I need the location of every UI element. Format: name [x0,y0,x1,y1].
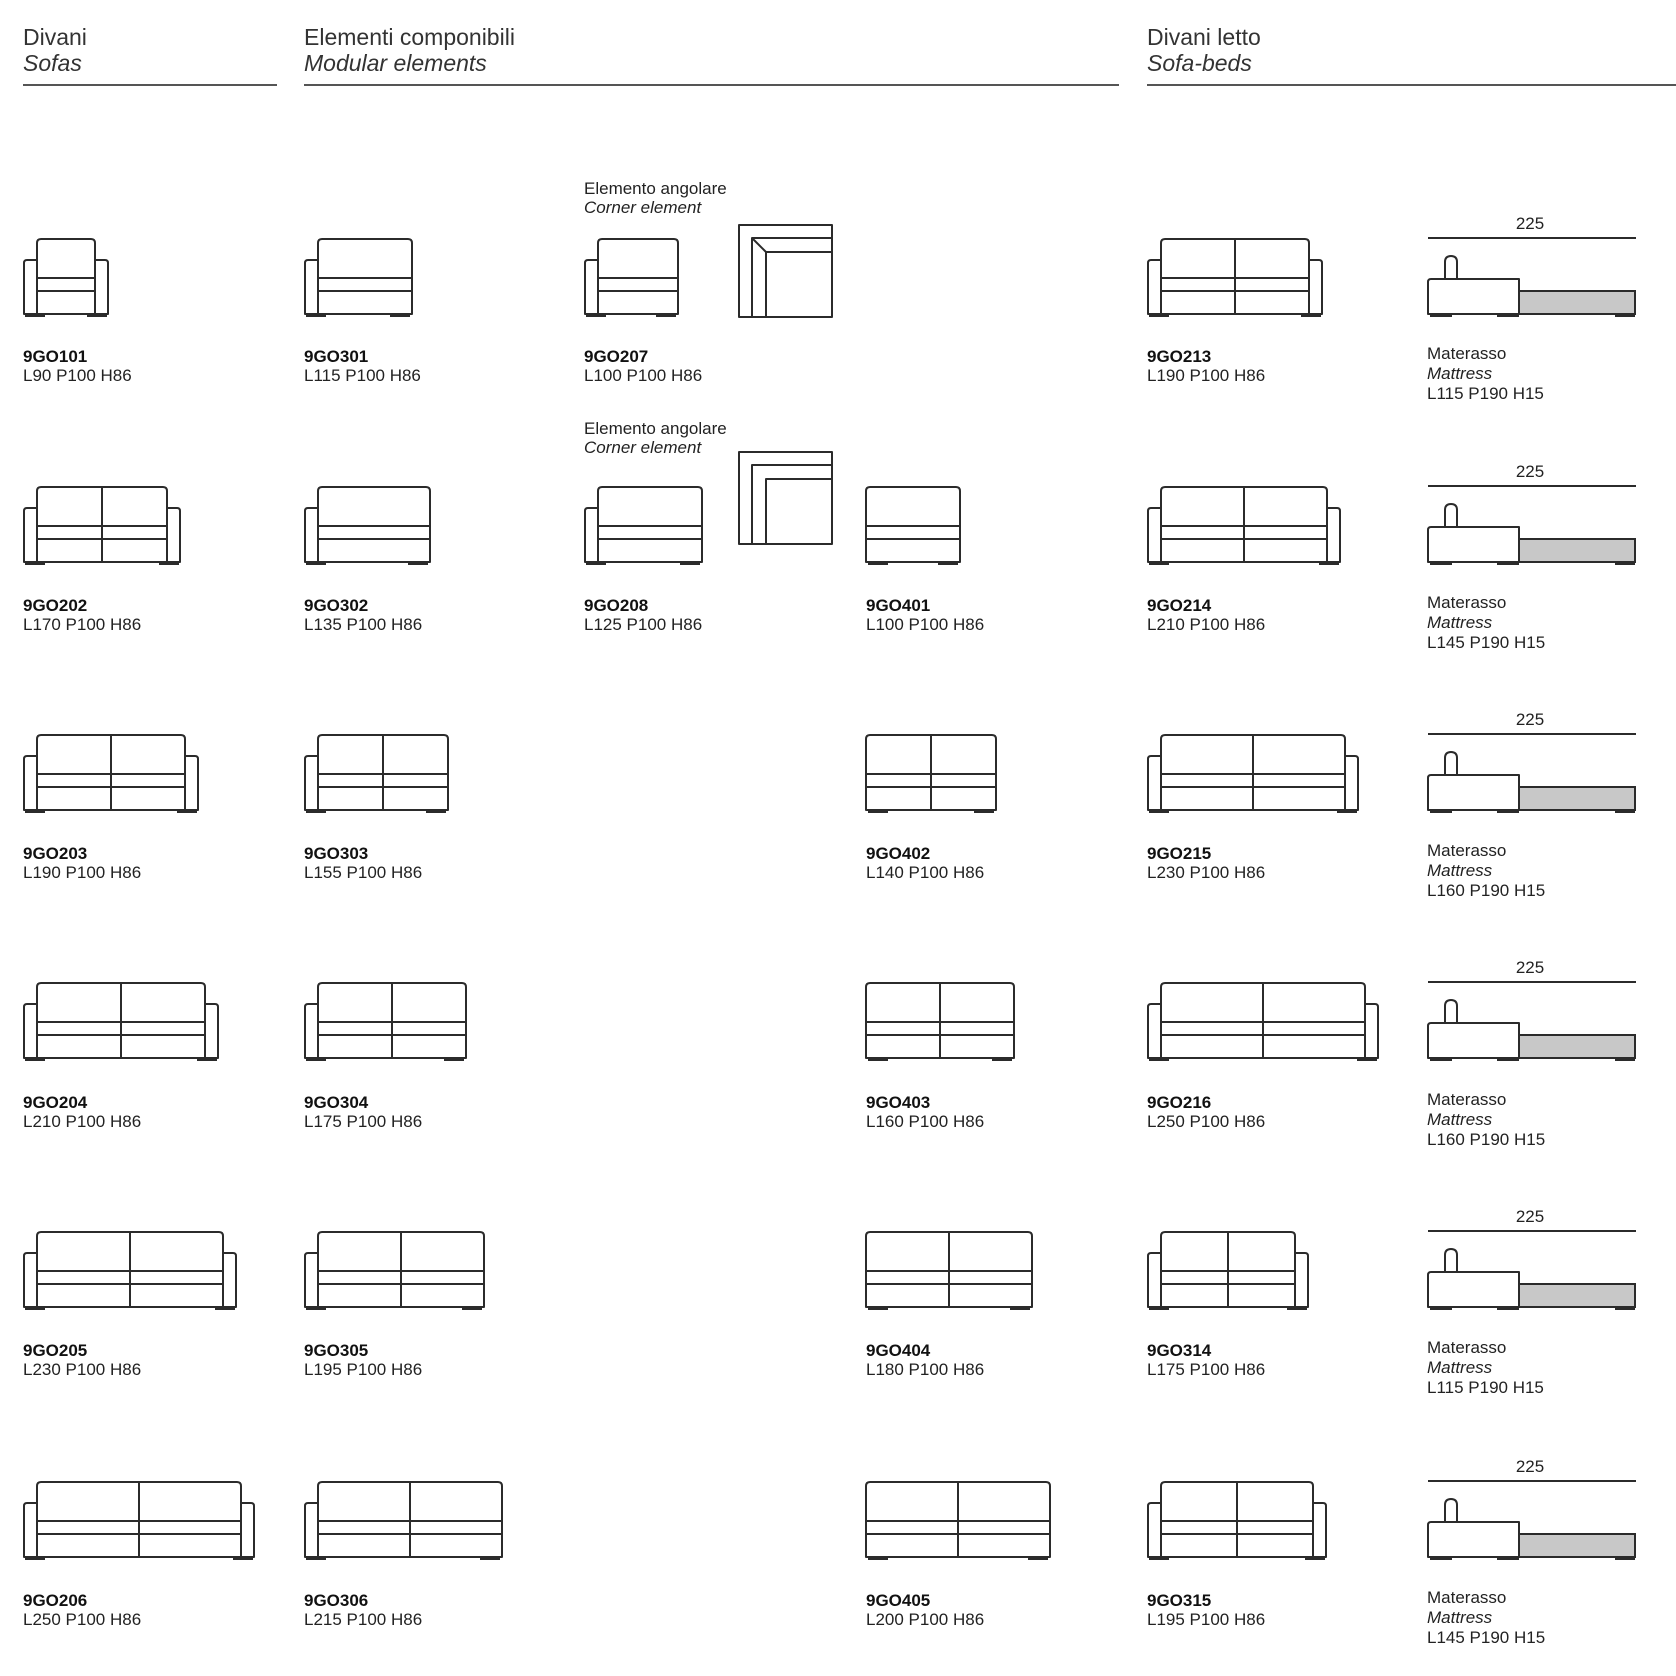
module-9GO305-drawing [304,1229,484,1315]
module-9GO303-drawing [304,732,448,818]
corner-9GO208 [584,484,702,570]
corner-9GO207-dims: L100 P100 H86 [584,366,703,385]
mattress-label-en: Mattress [1427,613,1493,632]
sofabed-9GO216-drawing [1147,980,1379,1066]
mattress-info [1427,344,1544,404]
sofabed-9GO213 [1147,236,1323,322]
section-title-it: Divani letto [1147,24,1261,50]
section-divider [1147,84,1676,86]
module-9GO403-drawing [866,980,1014,1066]
mattress-info [1427,841,1545,901]
corner-caption-it: Elemento angolare [584,179,727,198]
dimension-225-label: 225 [1515,214,1545,233]
sofa-9GO203-code: 9GO203 [23,844,88,863]
module-9GO302-code: 9GO302 [304,596,369,615]
sofabed-9GO214 [1147,484,1341,570]
module-9GO401-code: 9GO401 [866,596,931,615]
corner-caption-en: Corner element [584,438,702,457]
dimension-225-label: 225 [1515,1457,1545,1476]
sofabed-9GO215-code: 9GO215 [1147,844,1212,863]
mattress-info [1427,1338,1544,1398]
section-header-modular [304,24,515,76]
mattress-dims: L160 P190 H15 [1427,881,1546,900]
sofa-9GO204 [23,980,219,1066]
dimension-225-label: 225 [1515,958,1545,977]
module-9GO401 [866,484,960,570]
sofabed-9GO314-dims: L175 P100 H86 [1147,1360,1266,1379]
sofa-9GO202 [23,484,181,570]
corner-caption-en: Corner element [584,198,702,217]
sofabed-side-9GO215 [1427,720,1637,816]
sofa-9GO101-code: 9GO101 [23,347,88,366]
corner-plan-2-drawing [738,451,834,547]
mattress-label-it: Materasso [1427,593,1507,612]
mattress-dims: L115 P190 H15 [1427,1378,1544,1397]
sofa-9GO204-drawing [23,980,219,1066]
dimension-225-label: 225 [1515,1207,1545,1226]
mattress-dims: L160 P190 H15 [1427,1130,1546,1149]
corner-9GO208-drawing [584,484,702,570]
sofabed-side-9GO216 [1427,968,1637,1064]
sofabed-9GO214-drawing [1147,484,1341,570]
module-9GO403-dims: L160 P100 H86 [866,1112,985,1131]
sofabed-side-9GO213-drawing [1427,224,1637,320]
module-9GO303 [304,732,448,818]
corner-9GO208-dims: L125 P100 H86 [584,615,703,634]
module-9GO306-dims: L215 P100 H86 [304,1610,423,1629]
sofabed-9GO314-drawing [1147,1229,1309,1315]
sofabed-side-9GO213 [1427,224,1637,320]
module-9GO404-drawing [866,1229,1032,1315]
corner-plan-1 [738,224,834,320]
module-9GO304-dims: L175 P100 H86 [304,1112,423,1131]
mattress-dims: L115 P190 H15 [1427,384,1544,403]
sofabed-9GO315-drawing [1147,1479,1327,1565]
section-title-en: Sofas [23,50,82,76]
sofa-9GO101-dims: L90 P100 H86 [23,366,132,385]
sofa-9GO202-drawing [23,484,181,570]
sofa-9GO202-code: 9GO202 [23,596,88,615]
sofa-9GO206-drawing [23,1479,255,1565]
sofa-9GO204-code: 9GO204 [23,1093,88,1112]
corner-plan-2 [738,451,834,547]
mattress-label-en: Mattress [1427,861,1493,880]
sofabed-9GO214-code: 9GO214 [1147,596,1212,615]
mattress-dims: L145 P190 H15 [1427,1628,1546,1647]
module-9GO401-dims: L100 P100 H86 [866,615,985,634]
section-divider [23,84,277,86]
sofabed-side-9GO315 [1427,1467,1637,1563]
sofa-9GO205-drawing [23,1229,237,1315]
module-9GO304-code: 9GO304 [304,1093,369,1112]
sofa-9GO202-dims: L170 P100 H86 [23,615,142,634]
mattress-info [1427,593,1545,653]
sofabed-9GO215-drawing [1147,732,1359,818]
module-9GO306-drawing [304,1479,502,1565]
module-9GO302-drawing [304,484,430,570]
corner-9GO207 [584,236,678,322]
sofabed-9GO216 [1147,980,1379,1066]
mattress-label-it: Materasso [1427,1090,1507,1109]
section-title-en: Sofa-beds [1147,50,1252,76]
section-title-it: Elementi componibili [304,24,515,50]
sofabed-side-9GO216-drawing [1427,968,1637,1064]
section-header-sofabeds [1147,24,1261,76]
corner-9GO208-code: 9GO208 [584,596,649,615]
sofa-9GO204-dims: L210 P100 H86 [23,1112,142,1131]
section-title-it: Divani [23,24,87,50]
sofabed-9GO216-code: 9GO216 [1147,1093,1212,1112]
corner-caption-it: Elemento angolare [584,419,727,438]
module-9GO402 [866,732,996,818]
sofa-9GO203 [23,732,199,818]
sofabed-9GO213-dims: L190 P100 H86 [1147,366,1266,385]
sofabed-9GO314 [1147,1229,1309,1315]
sofa-9GO206-code: 9GO206 [23,1591,88,1610]
module-9GO404-dims: L180 P100 H86 [866,1360,985,1379]
mattress-label-it: Materasso [1427,1588,1507,1607]
sofa-9GO101-drawing [23,236,109,322]
sofabed-9GO213-drawing [1147,236,1323,322]
module-9GO404 [866,1229,1032,1315]
module-9GO405-dims: L200 P100 H86 [866,1610,985,1629]
mattress-label-en: Mattress [1427,364,1493,383]
corner-9GO207-drawing [584,236,678,322]
module-9GO402-dims: L140 P100 H86 [866,863,985,882]
mattress-label-it: Materasso [1427,344,1507,363]
module-9GO405-drawing [866,1479,1050,1565]
sofa-9GO206-dims: L250 P100 H86 [23,1610,142,1629]
sofabed-side-9GO215-drawing [1427,720,1637,816]
sofabed-9GO315-dims: L195 P100 H86 [1147,1610,1266,1629]
module-9GO303-dims: L155 P100 H86 [304,863,423,882]
module-9GO303-code: 9GO303 [304,844,369,863]
corner-plan-1-drawing [738,224,834,320]
sofa-9GO205 [23,1229,237,1315]
section-title-en: Modular elements [304,50,487,76]
module-9GO301-dims: L115 P100 H86 [304,366,421,385]
sofa-9GO206 [23,1479,255,1565]
module-9GO305 [304,1229,484,1315]
sofabed-9GO214-dims: L210 P100 H86 [1147,615,1266,634]
module-9GO405 [866,1479,1050,1565]
module-9GO305-dims: L195 P100 H86 [304,1360,423,1379]
section-header-sofas [23,24,87,76]
module-9GO403-code: 9GO403 [866,1093,931,1112]
mattress-label-en: Mattress [1427,1358,1493,1377]
sofabed-9GO315-code: 9GO315 [1147,1591,1212,1610]
sofa-9GO205-dims: L230 P100 H86 [23,1360,142,1379]
sofabed-side-9GO214-drawing [1427,472,1637,568]
sofa-9GO203-dims: L190 P100 H86 [23,863,142,882]
module-9GO304 [304,980,466,1066]
module-9GO305-code: 9GO305 [304,1341,369,1360]
sofa-9GO205-code: 9GO205 [23,1341,88,1360]
module-9GO404-code: 9GO404 [866,1341,931,1360]
sofabed-9GO216-dims: L250 P100 H86 [1147,1112,1266,1131]
module-9GO401-drawing [866,484,960,570]
module-9GO402-code: 9GO402 [866,844,931,863]
mattress-label-it: Materasso [1427,1338,1507,1357]
sofabed-9GO314-code: 9GO314 [1147,1341,1212,1360]
corner-9GO207-code: 9GO207 [584,347,649,366]
sofabed-side-9GO314 [1427,1217,1637,1313]
sofabed-9GO215 [1147,732,1359,818]
module-9GO304-drawing [304,980,466,1066]
mattress-label-en: Mattress [1427,1608,1493,1627]
sofabed-side-9GO314-drawing [1427,1217,1637,1313]
mattress-label-it: Materasso [1427,841,1507,860]
module-9GO301 [304,236,412,322]
sofa-9GO101 [23,236,109,322]
sofabed-9GO315 [1147,1479,1327,1565]
mattress-dims: L145 P190 H15 [1427,633,1546,652]
module-9GO403 [866,980,1014,1066]
module-9GO306 [304,1479,502,1565]
sofabed-side-9GO214 [1427,472,1637,568]
sofabed-side-9GO315-drawing [1427,1467,1637,1563]
mattress-label-en: Mattress [1427,1110,1493,1129]
dimension-225-label: 225 [1515,710,1545,729]
module-9GO405-code: 9GO405 [866,1591,931,1610]
sofabed-9GO213-code: 9GO213 [1147,347,1212,366]
module-9GO302 [304,484,430,570]
sofa-9GO203-drawing [23,732,199,818]
sofabed-9GO215-dims: L230 P100 H86 [1147,863,1266,882]
section-divider [304,84,1119,86]
module-9GO306-code: 9GO306 [304,1591,369,1610]
module-9GO302-dims: L135 P100 H86 [304,615,423,634]
dimension-225-label: 225 [1515,462,1545,481]
module-9GO402-drawing [866,732,996,818]
module-9GO301-code: 9GO301 [304,347,369,366]
module-9GO301-drawing [304,236,412,322]
mattress-info [1427,1090,1545,1150]
mattress-info [1427,1588,1545,1648]
